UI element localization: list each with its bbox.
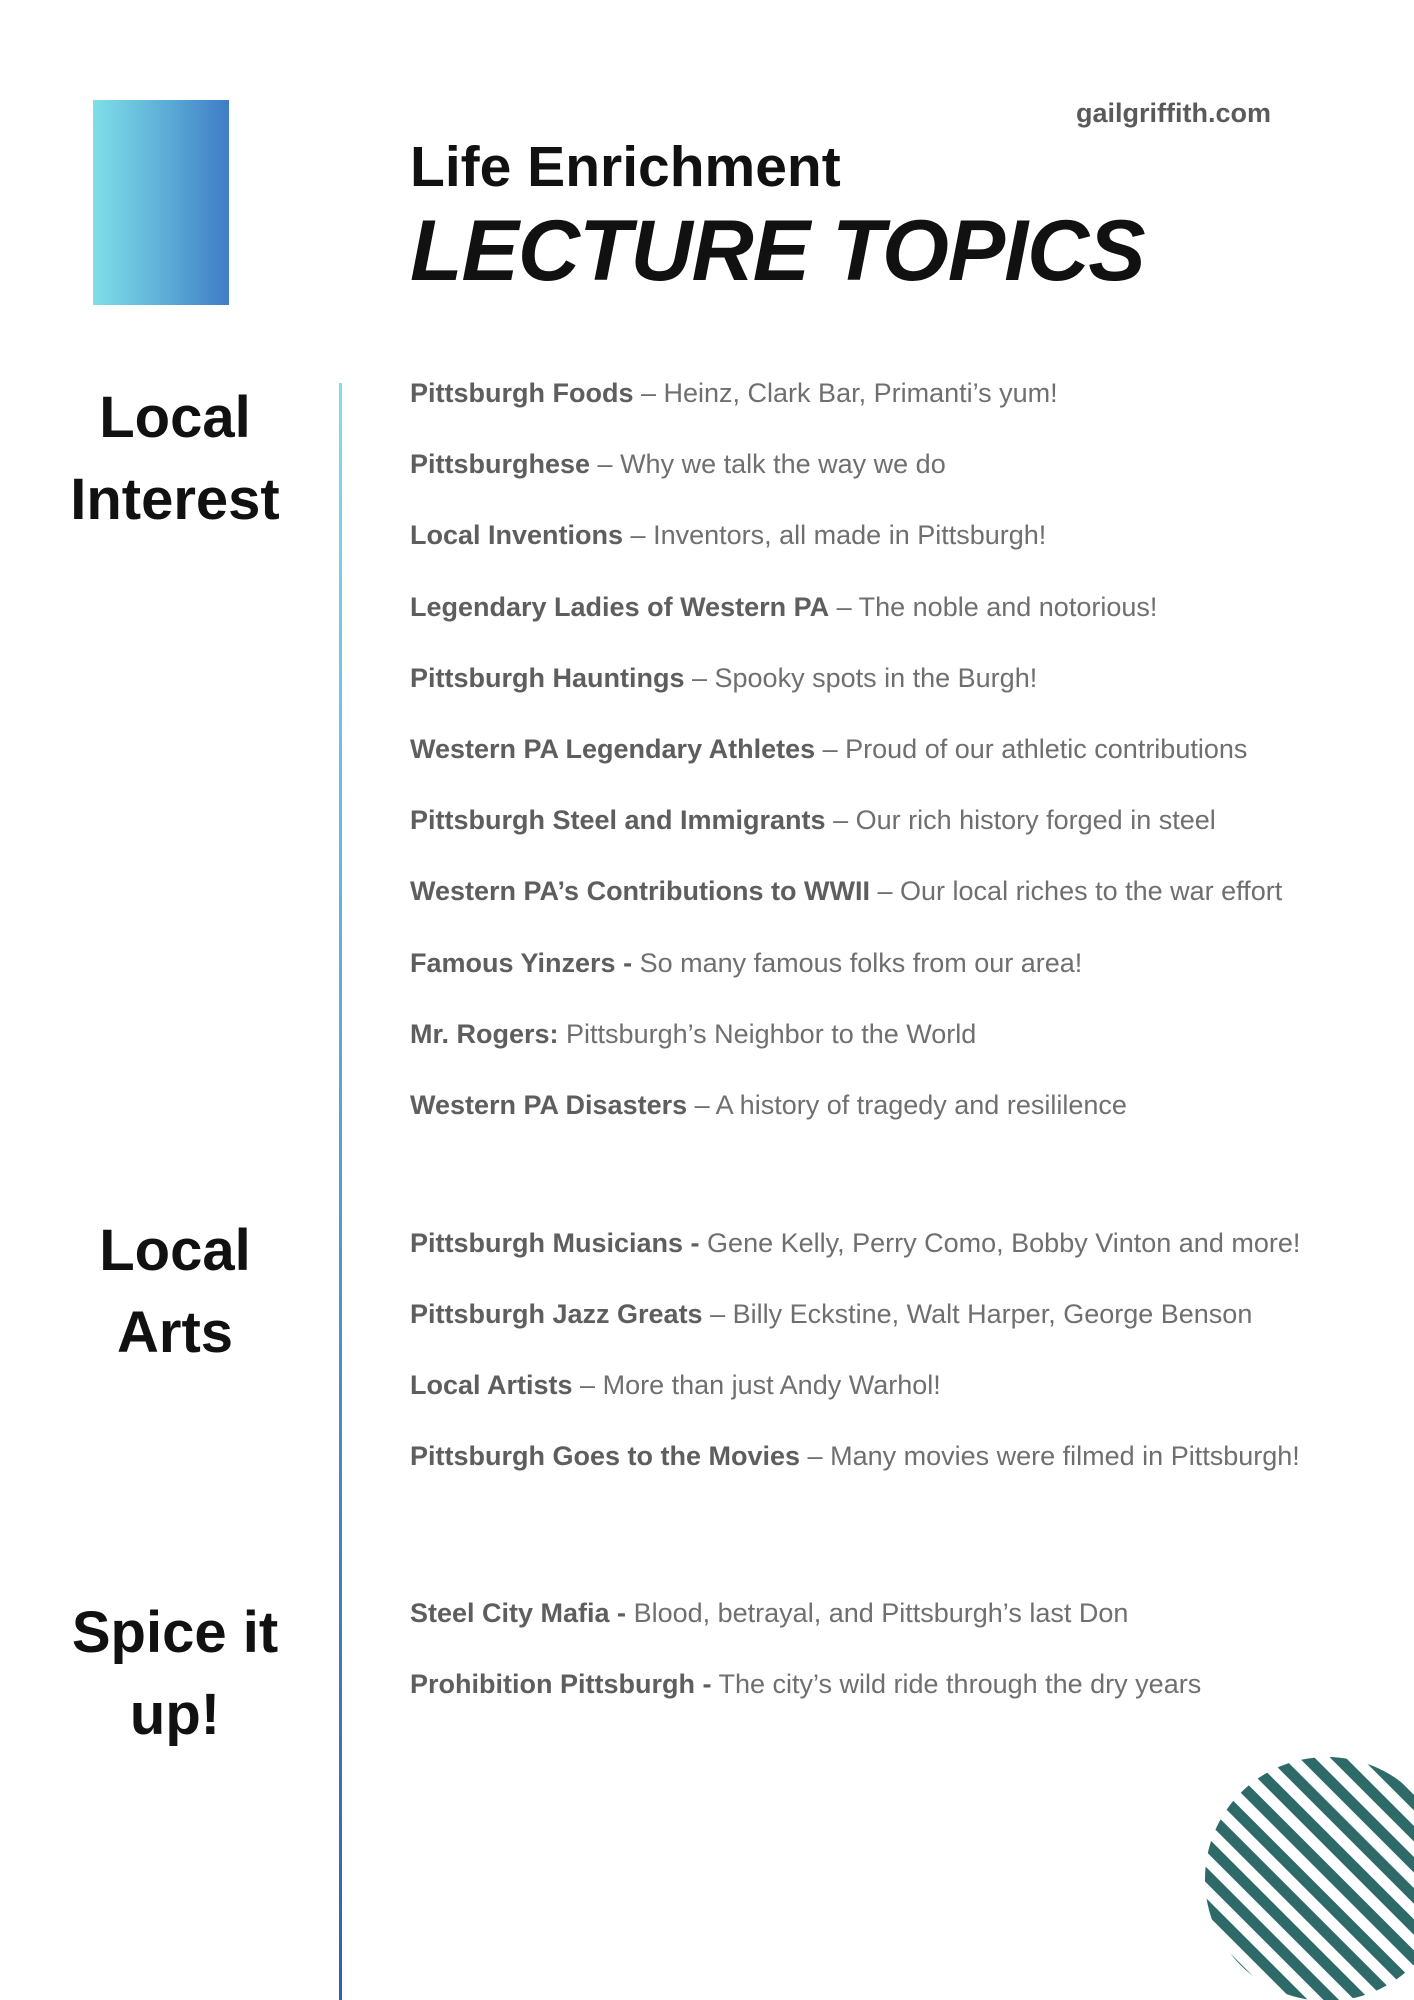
topic-title: Western PA Legendary Athletes <box>410 734 816 764</box>
page-title: LECTURE TOPICS <box>410 203 1145 299</box>
topic-description: Gene Kelly, Perry Como, Bobby Vinton and more! <box>707 1228 1301 1258</box>
gradient-accent-block <box>93 100 229 305</box>
topic-title: Local Inventions <box>410 520 624 550</box>
website-label: gailgriffith.com <box>1076 98 1271 128</box>
vertical-divider <box>339 383 342 2000</box>
topic-title: Prohibition Pittsburgh - <box>410 1669 712 1699</box>
topic-title: Legendary Ladies of Western PA <box>410 592 830 622</box>
topic-title: Pittsburghese <box>410 449 591 479</box>
striped-circle-decoration <box>1202 1754 1414 2000</box>
topic-separator <box>559 1019 567 1049</box>
topic-separator: – <box>800 1441 831 1471</box>
topic-separator: – <box>684 663 715 693</box>
topic-title: Pittsburgh Musicians - <box>410 1228 700 1258</box>
topic-item <box>410 660 1037 696</box>
category-label-line: Local <box>99 1218 251 1283</box>
topic-title: Pittsburgh Goes to the Movies <box>410 1441 801 1471</box>
topic-separator: – <box>572 1370 603 1400</box>
topic-item <box>410 1666 1201 1702</box>
topic-item <box>410 1225 1300 1261</box>
topic-title: Western PA’s Contributions to WWII <box>410 876 870 906</box>
topic-description: Spooky spots in the Burgh! <box>714 663 1038 693</box>
topic-item <box>410 1296 1252 1332</box>
topic-description: The noble and notorious! <box>858 592 1158 622</box>
topic-description: Our local riches to the war effort <box>900 876 1283 906</box>
topic-item <box>410 1595 1128 1631</box>
topic-separator: – <box>825 805 856 835</box>
topic-description: The city’s wild ride through the dry years <box>718 1669 1202 1699</box>
category-label-line: Spice it <box>71 1600 279 1665</box>
topic-title: Local Artists <box>410 1370 573 1400</box>
topic-separator: – <box>815 734 846 764</box>
topic-description: So many famous folks from our area! <box>639 948 1083 978</box>
topic-separator <box>632 948 640 978</box>
topic-item <box>410 731 1247 767</box>
topic-separator: – <box>829 592 859 622</box>
topic-item <box>410 802 1216 838</box>
topic-description: Pittsburgh’s Neighbor to the World <box>566 1019 977 1049</box>
topic-separator: – <box>702 1299 733 1329</box>
topic-item <box>410 1367 941 1403</box>
topic-description: More than just Andy Warhol! <box>602 1370 941 1400</box>
topic-title: Western PA Disasters <box>410 1090 688 1120</box>
topic-item <box>410 517 1046 553</box>
topic-description: Our rich history forged in steel <box>855 805 1216 835</box>
category-label-local-interest <box>40 377 310 541</box>
category-label-spice-it-up <box>40 1592 310 1756</box>
topic-title: Famous Yinzers - <box>410 948 633 978</box>
topic-description: Heinz, Clark Bar, Primanti’s yum! <box>663 378 1058 408</box>
topic-description: Billy Eckstine, Walt Harper, George Benson <box>732 1299 1253 1329</box>
topic-separator: – <box>633 378 664 408</box>
topic-separator <box>626 1598 634 1628</box>
topic-item <box>410 1016 976 1052</box>
category-label-line: up! <box>129 1682 221 1747</box>
topic-description: A history of tragedy and resililence <box>715 1090 1127 1120</box>
topic-title: Pittsburgh Foods <box>410 378 634 408</box>
topic-separator <box>700 1228 708 1258</box>
topic-description: Proud of our athletic contributions <box>845 734 1248 764</box>
topic-title: Mr. Rogers: <box>410 1019 559 1049</box>
page-subtitle: Life Enrichment <box>410 135 841 199</box>
topic-separator: – <box>687 1090 716 1120</box>
topic-item <box>410 1087 1127 1123</box>
topic-description: Many movies were filmed in Pittsburgh! <box>830 1441 1300 1471</box>
topic-title: Pittsburgh Steel and Immigrants <box>410 805 826 835</box>
topic-title: Pittsburgh Jazz Greats <box>410 1299 703 1329</box>
topic-item <box>410 873 1282 909</box>
topic-item <box>410 375 1058 411</box>
topic-description: Inventors, all made in Pittsburgh! <box>653 520 1047 550</box>
topic-item <box>410 945 1082 981</box>
topic-title: Pittsburgh Hauntings <box>410 663 685 693</box>
topic-description: Blood, betrayal, and Pittsburgh’s last Don <box>633 1598 1129 1628</box>
topic-item <box>410 1438 1300 1474</box>
category-label-line: Arts <box>116 1300 234 1365</box>
category-label-line: Interest <box>70 467 280 532</box>
topic-separator: – <box>590 449 621 479</box>
topic-separator: – <box>870 876 901 906</box>
topic-item <box>410 446 946 482</box>
topic-separator: – <box>623 520 654 550</box>
topic-title: Steel City Mafia - <box>410 1598 627 1628</box>
category-label-line: Local <box>99 385 251 450</box>
topic-description: Why we talk the way we do <box>620 449 946 479</box>
category-label-local-arts <box>40 1210 310 1374</box>
topic-item <box>410 589 1157 625</box>
